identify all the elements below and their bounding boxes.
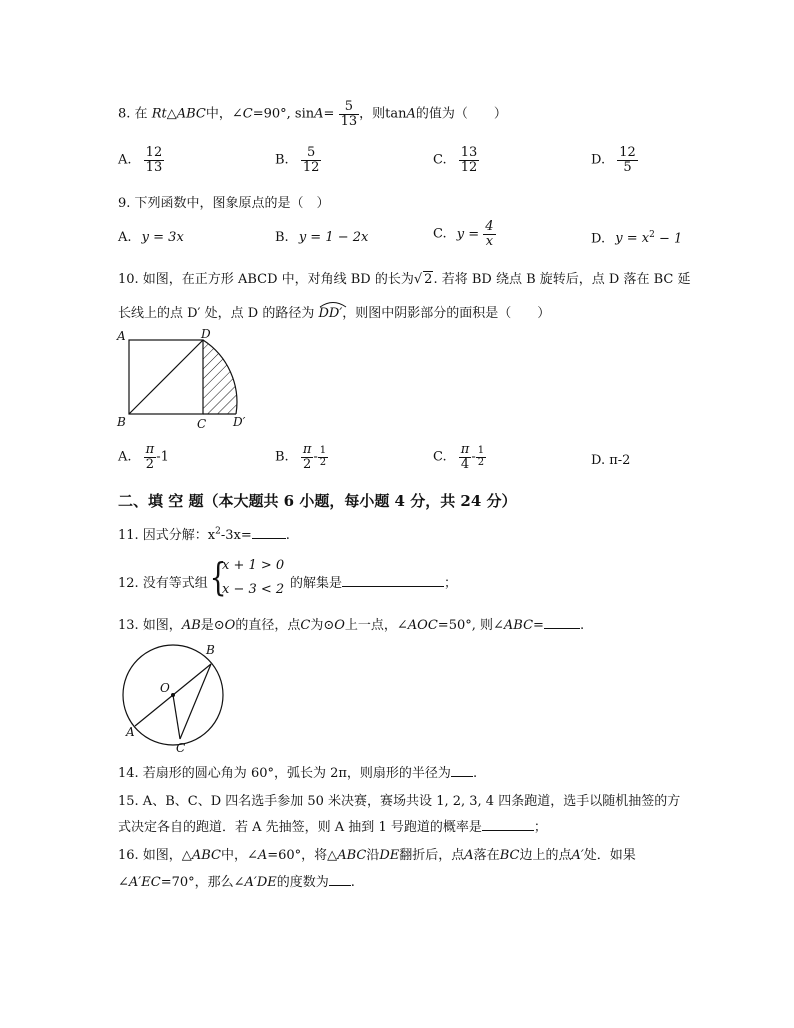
q12-answer-blank[interactable]: [342, 586, 444, 587]
q9-stem: 9. 下列函数中，图象原点的是（ ）: [118, 196, 330, 211]
q16-line1: 16. 如图，△ABC中，∠A=60°，将△ABC沿DE翻折后，点A落在BC边上的点A′处．如果: [118, 848, 636, 863]
q8-fraction: $\frac{5}{13}$: [340, 99, 358, 129]
label-a: A: [126, 725, 135, 739]
label-b: B: [206, 643, 215, 657]
q14: 14. 若扇形的圆心角为 60°，弧长为 2π，则扇形的半径为 .: [118, 766, 478, 781]
q15-answer-blank[interactable]: [482, 830, 534, 831]
shaded-region: [203, 340, 237, 414]
q14-answer-blank[interactable]: [451, 776, 473, 777]
q8-option-c[interactable]: C. $\frac{13}{12}$: [433, 145, 478, 175]
label-c: C: [176, 741, 186, 755]
label-c: C: [197, 417, 207, 431]
q9-option-a[interactable]: A. y = 3x: [118, 230, 184, 245]
segment-oc: [173, 695, 180, 739]
q9-option-d[interactable]: D. $y = x^2 - 1$: [591, 230, 683, 247]
q16-line2: ∠A′EC=70°，那么∠A′DE的度数为 .: [118, 875, 355, 890]
q15-line2: 式决定各自的跑道．若 A 先抽签，则 A 抽到 1 号跑道的概率是 ；: [118, 820, 547, 835]
q9-option-b[interactable]: B. y = 1 − 2x: [275, 230, 369, 245]
q10-option-a[interactable]: A. $\frac{\pi}{2}$ -1: [118, 442, 169, 472]
diagonal-bd: [129, 340, 203, 414]
label-o: O: [160, 681, 170, 695]
center-dot: [171, 693, 175, 697]
label-a: A: [117, 329, 126, 343]
q13-figure: [118, 640, 238, 755]
label-d-prime: D′: [233, 415, 246, 429]
label-d: D: [201, 327, 211, 341]
q8-option-a[interactable]: A. $\frac{12}{13}$: [118, 145, 163, 175]
q10-figure: [115, 327, 255, 431]
section-2-heading: 二、填 空 题（本大题共 6 小题，每小题 4 分，共 24 分）: [118, 492, 517, 510]
q11: 11. 因式分解：$x^2-3x=$ .: [118, 526, 290, 543]
q8-stem: 8. 在 Rt△ABC中，∠C=90°, sinA= $\frac{5}{13}$ ，则tanA的值为（ ）: [118, 99, 507, 129]
q8-option-b[interactable]: B. $\frac{5}{12}$: [275, 145, 320, 175]
q15-line1: 15. A、B、C、D 四名选手参加 50 米决赛，赛场共设 1, 2, 3, 4 四条跑道，选手以随机抽签的方: [118, 794, 681, 809]
arc-symbol: [318, 300, 348, 308]
q10-option-c[interactable]: C. $\frac{\pi}{4}$ - $\frac{1}{2}$: [433, 442, 485, 472]
q10-line2: 长线上的点 D′ 处，点 D 的路径为 DD′，则图中阴影部分的面积是（ ）: [118, 302, 550, 321]
q8-option-d[interactable]: D. $\frac{12}{5}$: [591, 145, 636, 175]
q10-line1: 10. 如图，在正方形 ABCD 中，对角线 BD 的长为√ 2. 若将 BD 绕点 B 旋转后，点 D 落在 BC 延: [118, 272, 691, 287]
q13: 13. 如图，AB是⊙O的直径，点C为⊙O上一点，∠AOC=50°, 则∠ABC= .: [118, 618, 585, 633]
q9-option-c[interactable]: C. y = $\frac{4}{x}$: [433, 219, 494, 249]
inequality-brace: {: [209, 555, 227, 599]
label-b: B: [117, 415, 126, 429]
q13-answer-blank[interactable]: [544, 628, 580, 629]
q16-answer-blank[interactable]: [329, 885, 351, 886]
q11-answer-blank[interactable]: [252, 538, 286, 539]
q10-option-b[interactable]: B. $\frac{\pi}{2}$ - $\frac{1}{2}$: [275, 442, 327, 472]
arc-dd: DD′: [318, 306, 342, 321]
segment-bc: [180, 664, 211, 739]
q10-option-d[interactable]: D. π-2: [591, 453, 631, 468]
